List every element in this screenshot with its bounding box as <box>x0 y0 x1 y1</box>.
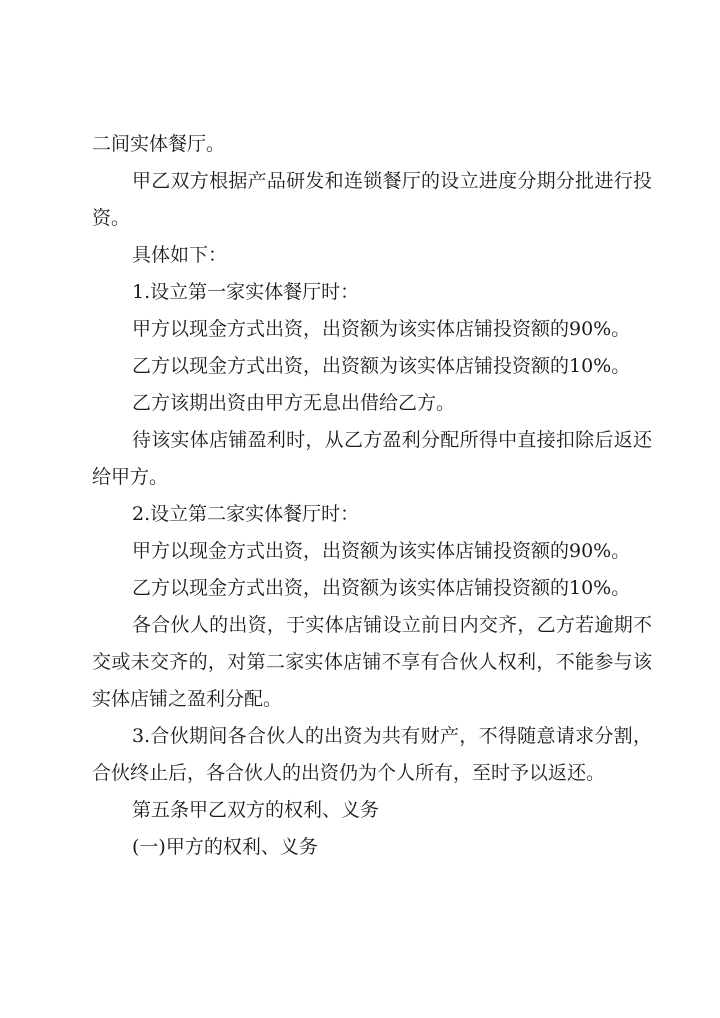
paragraph: 各合伙人的出资，于实体店铺设立前日内交齐，乙方若逾期不交或未交齐的，对第二家实体店铺不享有合伙人权利，不能参与该实体店铺之盈利分配。 <box>92 614 652 710</box>
paragraph: 甲方以现金方式出资，出资额为该实体店铺投资额的90%。 <box>132 540 631 562</box>
document-body <box>92 126 652 866</box>
paragraph: 甲方以现金方式出资，出资额为该实体店铺投资额的90%。 <box>132 318 631 340</box>
paragraph: 二间实体餐厅。 <box>92 133 226 155</box>
paragraph: 待该实体店铺盈利时，从乙方盈利分配所得中直接扣除后返还给甲方。 <box>92 429 652 488</box>
paragraph: 具体如下： <box>132 244 228 266</box>
section-heading: 2.设立第二家实体餐厅时： <box>132 503 360 525</box>
paragraph: 3.合伙期间各合伙人的出资为共有财产，不得随意请求分割，合伙终止后，各合伙人的出资仍为个人所有，至时予以返还。 <box>92 725 652 784</box>
subsection-heading: (一)甲方的权利、义务 <box>132 836 318 858</box>
paragraph: 乙方以现金方式出资，出资额为该实体店铺投资额的10%。 <box>132 577 631 599</box>
article-heading: 第五条甲乙双方的权利、义务 <box>132 799 380 821</box>
paragraph: 甲乙双方根据产品研发和连锁餐厅的设立进度分期分批进行投资。 <box>92 170 652 229</box>
paragraph: 乙方以现金方式出资，出资额为该实体店铺投资额的10%。 <box>132 355 631 377</box>
section-heading: 1.设立第一家实体餐厅时： <box>132 281 360 303</box>
paragraph: 乙方该期出资由甲方无息出借给乙方。 <box>132 392 456 414</box>
